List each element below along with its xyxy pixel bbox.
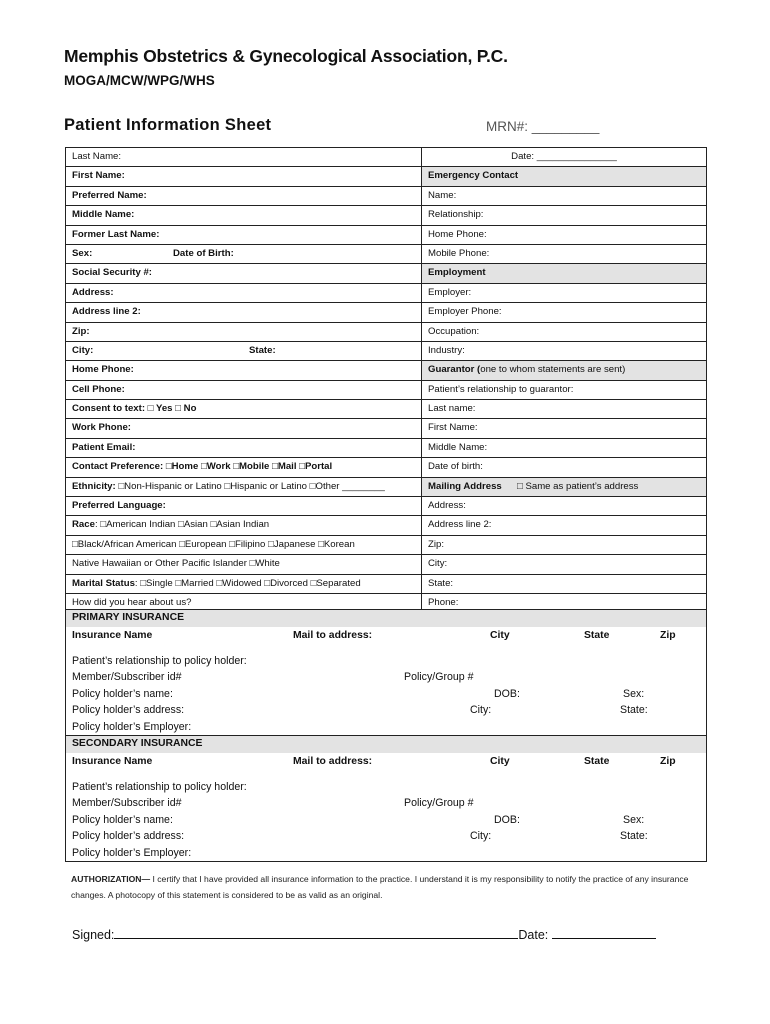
mailing-address-field[interactable]: Address: [421, 496, 707, 515]
race-checkboxes-line1[interactable]: Race: □American Indian □Asian □Asian Indian [65, 515, 421, 534]
mailing-phone-field[interactable]: Phone: [421, 593, 707, 612]
primary-relationship-field[interactable]: Patient’s relationship to policy holder: [72, 654, 247, 667]
patient-email-field[interactable]: Patient Email: [65, 438, 421, 457]
emergency-relationship-field[interactable]: Relationship: [421, 205, 707, 224]
secondary-insurance-section [65, 735, 707, 862]
mrn-field[interactable]: MRN#: _________ [486, 119, 600, 134]
mailing-state-field[interactable]: State: [421, 574, 707, 593]
secondary-relationship-field[interactable]: Patient’s relationship to policy holder: [72, 780, 247, 793]
guarantor-dob-field[interactable]: Date of birth: [421, 457, 707, 476]
industry-field[interactable]: Industry: [421, 341, 707, 360]
primary-holder-name-row[interactable]: Policy holder’s name: DOB: Sex: [72, 687, 645, 700]
signature-date-line[interactable] [552, 925, 656, 939]
employer-phone-field[interactable]: Employer Phone: [421, 302, 707, 321]
mailing-address-line2-field[interactable]: Address line 2: [421, 515, 707, 534]
primary-holder-address-row[interactable]: Policy holder’s address: City: State: [72, 704, 648, 716]
cell-phone-field[interactable]: Cell Phone: [65, 380, 421, 399]
mailing-city-field[interactable]: City: [421, 554, 707, 573]
sex-dob-row[interactable] [65, 244, 421, 263]
guarantor-relationship-field[interactable]: Patient’s relationship to guarantor: [421, 380, 707, 399]
race-checkboxes-line3[interactable]: Native Hawaiian or Other Pacific Islander □White [65, 554, 421, 573]
occupation-field[interactable]: Occupation: [421, 322, 707, 341]
former-last-name-field[interactable]: Former Last Name: [65, 225, 421, 244]
ethnicity-checkboxes[interactable]: Ethnicity: □Non-Hispanic or Latino □Hispanic or Latino □Other ________ [65, 477, 421, 496]
same-as-patient-checkbox[interactable]: □ Same as patient’s address [517, 480, 639, 492]
primary-insurance-name-row[interactable]: Insurance Name Mail to address: City State Zip [72, 629, 676, 641]
mailing-zip-field[interactable]: Zip: [421, 535, 707, 554]
secondary-holder-employer-field[interactable]: Policy holder’s Employer: [66, 845, 706, 863]
preferred-language-field[interactable]: Preferred Language: [65, 496, 421, 515]
first-name-field[interactable]: First Name: [65, 166, 421, 185]
zip-field[interactable]: Zip: [65, 322, 421, 341]
preferred-name-field[interactable]: Preferred Name: [65, 186, 421, 205]
middle-name-field[interactable]: Middle Name: [65, 205, 421, 224]
ssn-field[interactable]: Social Security #: [65, 263, 421, 282]
address-line2-field[interactable]: Address line 2: [65, 302, 421, 321]
primary-insurance-section [65, 609, 707, 735]
contact-preference-checkboxes[interactable]: Contact Preference: □Home □Work □Mobile □Mail □Portal [65, 457, 421, 476]
guarantor-heading: Guarantor (one to whom statements are sent) [421, 360, 707, 379]
emergency-home-phone-field[interactable]: Home Phone: [421, 225, 707, 244]
sex-label: Sex: [72, 247, 93, 259]
secondary-insurance-name-row[interactable]: Insurance Name Mail to address: City State Zip [72, 755, 676, 767]
dob-label: Date of Birth: [173, 247, 234, 259]
signature-line[interactable] [114, 925, 518, 939]
secondary-holder-name-row[interactable]: Policy holder’s name: DOB: Sex: [72, 813, 645, 826]
home-phone-field[interactable]: Home Phone: [65, 360, 421, 379]
guarantor-middle-name-field[interactable]: Middle Name: [421, 438, 707, 457]
address-field[interactable]: Address: [65, 283, 421, 302]
consent-to-text-checkboxes[interactable]: Consent to text: □ Yes □ No [65, 399, 421, 418]
emergency-contact-heading: Emergency Contact [421, 166, 707, 185]
emergency-name-field[interactable]: Name: [421, 186, 707, 205]
primary-holder-employer-field[interactable]: Policy holder’s Employer: [72, 720, 192, 733]
work-phone-field[interactable]: Work Phone: [65, 418, 421, 437]
primary-insurance-heading: PRIMARY INSURANCE [66, 609, 706, 627]
signed-label: Signed: [72, 928, 115, 942]
guarantor-first-name-field[interactable]: First Name: [421, 418, 707, 437]
emergency-mobile-phone-field[interactable]: Mobile Phone: [421, 244, 707, 263]
state-label: State: [249, 344, 276, 356]
organization-subtitle: MOGA/MCW/WPG/WHS [64, 73, 215, 88]
employment-heading: Employment [421, 263, 707, 282]
mailing-address-heading: Mailing Address □ Same as patient’s address [421, 477, 707, 496]
date-field[interactable]: Date: _______________ [421, 147, 707, 166]
page-title: Patient Information Sheet [64, 116, 272, 134]
employer-field[interactable]: Employer: [421, 283, 707, 302]
race-checkboxes-line2[interactable]: □Black/African American □European □Filipino □Japanese □Korean [65, 535, 421, 554]
primary-member-row[interactable]: Member/Subscriber id# Policy/Group # [72, 671, 474, 683]
hear-about-us-field[interactable]: How did you hear about us? [65, 593, 421, 612]
city-state-row[interactable] [65, 341, 421, 360]
last-name-field[interactable]: Last Name: [65, 147, 421, 166]
authorization-statement: AUTHORIZATION— I certify that I have provided all insurance information to the practice. I understand it is my responsibility to notify the practice of any insurance changes. A photocopy of this statement is considered to be as valid as an original. [71, 874, 689, 900]
signature-row [72, 925, 656, 942]
secondary-insurance-heading: SECONDARY INSURANCE [66, 735, 706, 753]
secondary-member-row[interactable]: Member/Subscriber id# Policy/Group # [72, 797, 474, 809]
secondary-holder-address-row[interactable]: Policy holder’s address: City: State: [72, 830, 648, 842]
guarantor-last-name-field[interactable]: Last name: [421, 399, 707, 418]
date-label: Date: [518, 928, 549, 942]
city-label: City: [72, 344, 94, 356]
marital-status-checkboxes[interactable]: Marital Status: □Single □Married □Widowed □Divorced □Separated [65, 574, 421, 593]
organization-name: Memphis Obstetrics & Gynecological Association, P.C. [64, 46, 508, 66]
patient-info-grid [65, 147, 707, 612]
